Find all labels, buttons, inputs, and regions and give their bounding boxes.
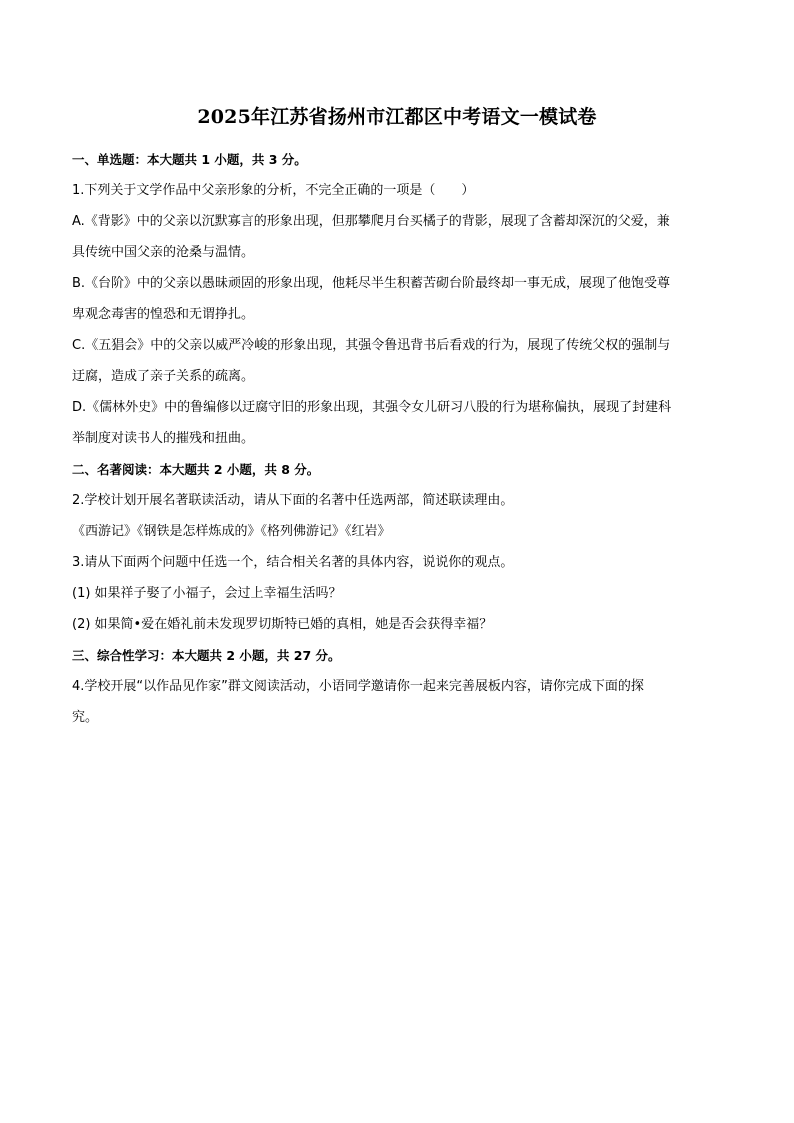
section-heading-single-choice: 一、单选题：本大题共 1 小题，共 3 分。 [72, 152, 307, 167]
question-1-stem: 1.下列关于文学作品中父亲形象的分析，不完全正确的一项是（ ） [72, 183, 475, 198]
option-b-line-1: B.《台阶》中的父亲以愚昧顽固的形象出现，他耗尽半生积蓄苦砌台阶最终却一事无成，展现了他饱受尊 [72, 276, 671, 291]
option-c-line-2: 迂腐，造成了亲子关系的疏离。 [72, 369, 255, 384]
question-3-stem: 3.请从下面两个问题中任选一个，结合相关名著的具体内容，说说你的观点。 [72, 555, 514, 570]
question-4-line-1: 4.学校开展“以作品见作家”群文阅读活动，小语同学邀请你一起来完善展板内容，请你完成下面的探 [72, 679, 644, 694]
document-body [72, 144, 722, 733]
option-d-line-2: 举制度对读书人的摧残和扭曲。 [72, 431, 255, 446]
option-a-line-2: 具传统中国父亲的沧桑与温情。 [72, 245, 255, 260]
question-3-item-2: (2) 如果简•爱在婚礼前未发现罗切斯特已婚的真相，她是否会获得幸福？ [72, 617, 493, 632]
option-a-line-1: A.《背影》中的父亲以沉默寡言的形象出现，但那攀爬月台买橘子的背影，展现了含蓄却深沉的父爱，兼 [72, 214, 670, 229]
section-heading-classics-reading: 二、名著阅读：本大题共 2 小题，共 8 分。 [72, 462, 320, 477]
document-title: 2025年江苏省扬州市江都区中考语文一模试卷 [197, 106, 597, 128]
question-2-book-list: 《西游记》《钢铁是怎样炼成的》《格列佛游记》《红岩》 [72, 524, 391, 539]
question-2-stem: 2.学校计划开展名著联读活动，请从下面的名著中任选两部，简述联读理由。 [72, 493, 514, 508]
option-d-line-1: D.《儒林外史》中的鲁编修以迂腐守旧的形象出现，其强令女儿研习八股的行为堪称偏执，展现了封建科 [72, 400, 672, 415]
option-c-line-1: C.《五猖会》中的父亲以威严冷峻的形象出现，其强令鲁迅背书后看戏的行为，展现了传统父权的强制与 [72, 338, 671, 353]
question-3-item-1: (1) 如果祥子娶了小福子，会过上幸福生活吗？ [72, 586, 342, 601]
option-b-line-2: 卑观念毒害的惶恐和无谓挣扎。 [72, 307, 255, 322]
section-heading-comprehensive-study: 三、综合性学习：本大题共 2 小题，共 27 分。 [72, 648, 341, 663]
question-4-line-2: 究。 [72, 710, 99, 725]
